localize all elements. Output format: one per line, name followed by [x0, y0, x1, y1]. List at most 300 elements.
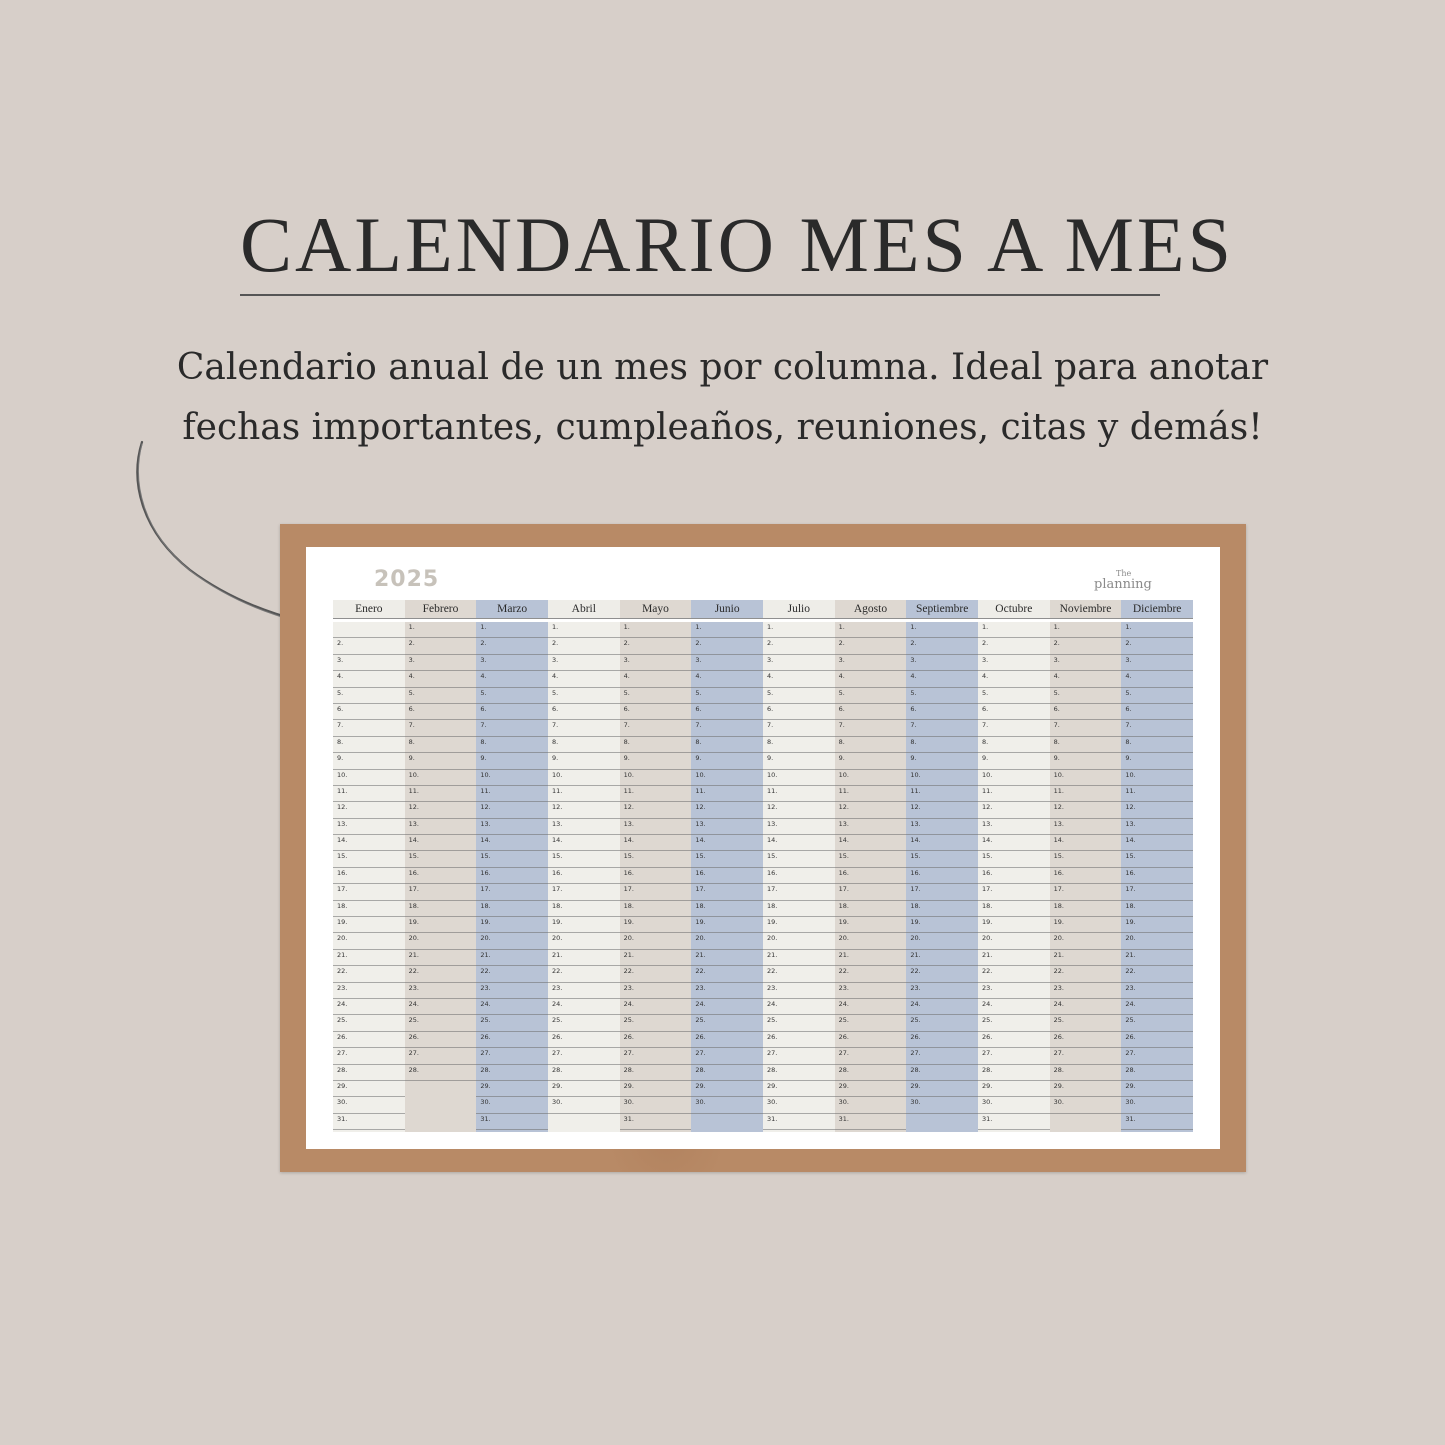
- day-cell: 23.: [906, 983, 978, 999]
- day-cell: 9.: [1050, 753, 1122, 769]
- day-cell: 19.: [835, 917, 907, 933]
- day-cell: 1.: [763, 622, 835, 638]
- day-cell: 20.: [978, 933, 1050, 949]
- day-cell: 18.: [763, 901, 835, 917]
- day-cell: 28.: [548, 1065, 620, 1081]
- day-cell: 8.: [620, 737, 692, 753]
- day-cell: 20.: [906, 933, 978, 949]
- day-cell: 7.: [548, 720, 620, 736]
- day-list: [333, 622, 405, 1132]
- day-cell: 17.: [978, 884, 1050, 900]
- day-cell: 19.: [333, 917, 405, 933]
- day-cell: 5.: [476, 688, 548, 704]
- day-cell: 22.: [548, 966, 620, 982]
- day-cell: 17.: [1121, 884, 1193, 900]
- month-header: Abril: [548, 600, 620, 619]
- day-cell: 18.: [548, 901, 620, 917]
- day-cell: 26.: [476, 1032, 548, 1048]
- day-cell: 4.: [1121, 671, 1193, 687]
- day-cell: 9.: [333, 753, 405, 769]
- day-cell: 28.: [405, 1065, 477, 1081]
- day-cell: 7.: [620, 720, 692, 736]
- day-cell: 22.: [835, 966, 907, 982]
- day-cell: 30.: [691, 1097, 763, 1113]
- month-header: Enero: [333, 600, 405, 619]
- day-cell: 11.: [978, 786, 1050, 802]
- day-cell: 29.: [1121, 1081, 1193, 1097]
- day-cell: 29.: [906, 1081, 978, 1097]
- day-cell: 22.: [906, 966, 978, 982]
- day-cell: 17.: [620, 884, 692, 900]
- day-cell: 11.: [405, 786, 477, 802]
- day-cell: 27.: [548, 1048, 620, 1064]
- month-header: Febrero: [405, 600, 477, 619]
- day-list: [476, 622, 548, 1132]
- day-cell: 14.: [1121, 835, 1193, 851]
- day-cell: 19.: [763, 917, 835, 933]
- day-cell: 15.: [548, 851, 620, 867]
- day-cell: 3.: [835, 655, 907, 671]
- day-cell: 25.: [405, 1015, 477, 1031]
- day-cell: 25.: [333, 1015, 405, 1031]
- day-cell: 1.: [405, 622, 477, 638]
- day-cell: 22.: [333, 966, 405, 982]
- day-cell: 30.: [333, 1097, 405, 1113]
- day-cell: 16.: [1050, 868, 1122, 884]
- day-cell: 15.: [333, 851, 405, 867]
- day-cell: 7.: [763, 720, 835, 736]
- day-cell: 6.: [333, 704, 405, 720]
- calendar-year: 2025: [374, 567, 440, 592]
- day-cell: 22.: [405, 966, 477, 982]
- day-cell: 25.: [978, 1015, 1050, 1031]
- day-cell: 5.: [835, 688, 907, 704]
- day-cell: 25.: [691, 1015, 763, 1031]
- day-cell: 21.: [978, 950, 1050, 966]
- day-cell: 14.: [548, 835, 620, 851]
- day-cell: 1.: [978, 622, 1050, 638]
- day-cell: 15.: [620, 851, 692, 867]
- day-cell: 6.: [620, 704, 692, 720]
- day-cell: 26.: [1121, 1032, 1193, 1048]
- day-cell: [691, 1114, 763, 1130]
- day-cell: 13.: [835, 819, 907, 835]
- day-cell: 21.: [1121, 950, 1193, 966]
- day-cell: 23.: [405, 983, 477, 999]
- day-cell: 23.: [978, 983, 1050, 999]
- day-cell: 24.: [835, 999, 907, 1015]
- day-cell: 7.: [1121, 720, 1193, 736]
- day-cell: 17.: [405, 884, 477, 900]
- day-cell: 18.: [906, 901, 978, 917]
- day-cell: 17.: [1050, 884, 1122, 900]
- day-cell: 6.: [548, 704, 620, 720]
- day-cell: 3.: [906, 655, 978, 671]
- day-cell: 13.: [1050, 819, 1122, 835]
- month-header: Mayo: [620, 600, 692, 619]
- day-cell: 21.: [405, 950, 477, 966]
- day-cell: 13.: [620, 819, 692, 835]
- day-cell: 4.: [691, 671, 763, 687]
- day-cell: 17.: [333, 884, 405, 900]
- day-cell: 6.: [906, 704, 978, 720]
- day-cell: 13.: [978, 819, 1050, 835]
- day-cell: 11.: [691, 786, 763, 802]
- day-cell: 4.: [978, 671, 1050, 687]
- day-cell: 12.: [1121, 802, 1193, 818]
- day-cell: 29.: [691, 1081, 763, 1097]
- month-header: Diciembre: [1121, 600, 1193, 619]
- day-cell: 23.: [835, 983, 907, 999]
- day-cell: 22.: [476, 966, 548, 982]
- day-list: [405, 622, 477, 1132]
- day-cell: 15.: [906, 851, 978, 867]
- day-cell: 13.: [548, 819, 620, 835]
- day-cell: 28.: [763, 1065, 835, 1081]
- day-cell: 9.: [835, 753, 907, 769]
- day-cell: 2.: [476, 638, 548, 654]
- month-header: Octubre: [978, 600, 1050, 619]
- day-cell: 10.: [333, 770, 405, 786]
- day-cell: 10.: [405, 770, 477, 786]
- day-cell: 11.: [548, 786, 620, 802]
- day-cell: 16.: [548, 868, 620, 884]
- day-cell: 12.: [548, 802, 620, 818]
- day-cell: 22.: [763, 966, 835, 982]
- day-cell: 2.: [906, 638, 978, 654]
- day-cell: 14.: [476, 835, 548, 851]
- day-cell: 11.: [835, 786, 907, 802]
- day-cell: 27.: [405, 1048, 477, 1064]
- day-cell: 24.: [906, 999, 978, 1015]
- day-cell: 29.: [763, 1081, 835, 1097]
- day-cell: 3.: [476, 655, 548, 671]
- day-cell: 19.: [1121, 917, 1193, 933]
- day-cell: 27.: [620, 1048, 692, 1064]
- day-cell: 29.: [333, 1081, 405, 1097]
- page-title: CALENDARIO MES A MES: [240, 201, 1234, 288]
- day-cell: 10.: [1121, 770, 1193, 786]
- day-cell: 4.: [548, 671, 620, 687]
- day-cell: 17.: [763, 884, 835, 900]
- day-cell: 2.: [691, 638, 763, 654]
- day-cell: 3.: [763, 655, 835, 671]
- month-column-febrero: [405, 600, 477, 1132]
- day-cell: 29.: [548, 1081, 620, 1097]
- day-cell: 28.: [835, 1065, 907, 1081]
- day-cell: 12.: [476, 802, 548, 818]
- day-cell: 14.: [333, 835, 405, 851]
- day-cell: 30.: [476, 1097, 548, 1113]
- day-cell: 12.: [763, 802, 835, 818]
- day-cell: 6.: [763, 704, 835, 720]
- description-line-1: Calendario anual de un mes por columna. Ideal para anotar: [176, 347, 1269, 388]
- day-cell: 23.: [691, 983, 763, 999]
- day-cell: 6.: [835, 704, 907, 720]
- day-cell: 18.: [1050, 901, 1122, 917]
- day-cell: 9.: [978, 753, 1050, 769]
- day-cell: 27.: [978, 1048, 1050, 1064]
- day-cell: 15.: [835, 851, 907, 867]
- day-cell: 7.: [691, 720, 763, 736]
- day-cell: 26.: [978, 1032, 1050, 1048]
- day-cell: 1.: [835, 622, 907, 638]
- day-cell: 24.: [1121, 999, 1193, 1015]
- day-cell: 23.: [620, 983, 692, 999]
- day-cell: 24.: [763, 999, 835, 1015]
- calendar-poster-frame: [280, 524, 1246, 1172]
- day-cell: 29.: [835, 1081, 907, 1097]
- day-cell: 20.: [405, 933, 477, 949]
- day-cell: 9.: [405, 753, 477, 769]
- day-cell: 7.: [906, 720, 978, 736]
- day-cell: 23.: [333, 983, 405, 999]
- day-cell: 21.: [333, 950, 405, 966]
- day-cell: 10.: [548, 770, 620, 786]
- day-cell: 8.: [1050, 737, 1122, 753]
- day-cell: 14.: [691, 835, 763, 851]
- brand-logo: [1076, 571, 1176, 595]
- day-cell: 25.: [1050, 1015, 1122, 1031]
- day-cell: 6.: [476, 704, 548, 720]
- day-cell: 3.: [691, 655, 763, 671]
- day-cell: 10.: [763, 770, 835, 786]
- day-cell: 1.: [620, 622, 692, 638]
- day-list: [906, 622, 978, 1132]
- day-cell: [405, 1114, 477, 1130]
- brand-logo-main: planning: [1094, 577, 1152, 592]
- day-cell: 31.: [763, 1114, 835, 1130]
- day-cell: 28.: [691, 1065, 763, 1081]
- day-cell: 8.: [405, 737, 477, 753]
- day-cell: 14.: [906, 835, 978, 851]
- day-cell: 3.: [1050, 655, 1122, 671]
- day-cell: 27.: [691, 1048, 763, 1064]
- day-cell: 25.: [548, 1015, 620, 1031]
- day-list: [691, 622, 763, 1132]
- day-cell: 24.: [405, 999, 477, 1015]
- day-cell: 21.: [691, 950, 763, 966]
- month-column-septiembre: [906, 600, 978, 1132]
- day-cell: 30.: [763, 1097, 835, 1113]
- day-cell: [1050, 1114, 1122, 1130]
- month-column-octubre: [978, 600, 1050, 1132]
- day-cell: 20.: [691, 933, 763, 949]
- day-cell: 19.: [620, 917, 692, 933]
- day-cell: 16.: [1121, 868, 1193, 884]
- day-cell: 26.: [333, 1032, 405, 1048]
- month-column-julio: [763, 600, 835, 1132]
- day-cell: 14.: [1050, 835, 1122, 851]
- day-cell: 18.: [333, 901, 405, 917]
- day-cell: 1.: [1121, 622, 1193, 638]
- day-cell: 27.: [476, 1048, 548, 1064]
- day-cell: 7.: [835, 720, 907, 736]
- month-column-enero: [333, 600, 405, 1132]
- day-cell: 3.: [978, 655, 1050, 671]
- day-cell: 22.: [1121, 966, 1193, 982]
- day-cell: 16.: [763, 868, 835, 884]
- day-cell: 16.: [906, 868, 978, 884]
- day-cell: 26.: [906, 1032, 978, 1048]
- day-cell: 30.: [1121, 1097, 1193, 1113]
- day-cell: 15.: [978, 851, 1050, 867]
- day-cell: 15.: [476, 851, 548, 867]
- day-cell: 23.: [548, 983, 620, 999]
- day-cell: 20.: [763, 933, 835, 949]
- day-cell: 15.: [1121, 851, 1193, 867]
- day-cell: 23.: [1121, 983, 1193, 999]
- day-cell: 4.: [405, 671, 477, 687]
- description-line-2: fechas importantes, cumpleaños, reuniones, citas y demás!: [182, 407, 1263, 448]
- day-cell: 2.: [1050, 638, 1122, 654]
- day-cell: 30.: [548, 1097, 620, 1113]
- day-cell: 31.: [1121, 1114, 1193, 1130]
- day-cell: 5.: [906, 688, 978, 704]
- day-cell: 6.: [1050, 704, 1122, 720]
- day-cell: 30.: [1050, 1097, 1122, 1113]
- day-cell: 19.: [978, 917, 1050, 933]
- day-cell: 31.: [620, 1114, 692, 1130]
- month-column-mayo: [620, 600, 692, 1132]
- day-cell: 17.: [548, 884, 620, 900]
- day-cell: 19.: [691, 917, 763, 933]
- day-cell: 31.: [333, 1114, 405, 1130]
- day-cell: 28.: [1050, 1065, 1122, 1081]
- day-cell: 16.: [620, 868, 692, 884]
- day-cell: 16.: [691, 868, 763, 884]
- day-cell: 13.: [906, 819, 978, 835]
- day-cell: 26.: [1050, 1032, 1122, 1048]
- day-cell: 21.: [763, 950, 835, 966]
- day-cell: 9.: [476, 753, 548, 769]
- day-cell: 8.: [906, 737, 978, 753]
- day-cell: 6.: [691, 704, 763, 720]
- day-cell: 31.: [476, 1114, 548, 1130]
- day-cell: 21.: [548, 950, 620, 966]
- day-cell: 16.: [333, 868, 405, 884]
- day-list: [763, 622, 835, 1132]
- day-cell: 3.: [620, 655, 692, 671]
- day-cell: 9.: [906, 753, 978, 769]
- day-list: [1121, 622, 1193, 1132]
- day-cell: 20.: [548, 933, 620, 949]
- day-cell: 3.: [1121, 655, 1193, 671]
- day-cell: 12.: [333, 802, 405, 818]
- day-cell: 16.: [835, 868, 907, 884]
- day-cell: 18.: [1121, 901, 1193, 917]
- day-cell: 4.: [476, 671, 548, 687]
- day-cell: 18.: [405, 901, 477, 917]
- day-cell: 7.: [333, 720, 405, 736]
- day-cell: 1.: [476, 622, 548, 638]
- month-column-marzo: [476, 600, 548, 1132]
- calendar-poster: [306, 547, 1220, 1149]
- day-cell: 13.: [691, 819, 763, 835]
- day-cell: 7.: [405, 720, 477, 736]
- brand-logo-top: The: [1116, 569, 1132, 578]
- day-cell: 24.: [333, 999, 405, 1015]
- day-cell: 16.: [476, 868, 548, 884]
- day-cell: 9.: [620, 753, 692, 769]
- day-cell: 10.: [978, 770, 1050, 786]
- day-cell: 25.: [620, 1015, 692, 1031]
- day-cell: 6.: [405, 704, 477, 720]
- day-cell: 18.: [978, 901, 1050, 917]
- day-cell: 13.: [476, 819, 548, 835]
- day-cell: 29.: [1050, 1081, 1122, 1097]
- month-column-agosto: [835, 600, 907, 1132]
- day-cell: 18.: [835, 901, 907, 917]
- day-cell: [405, 1097, 477, 1113]
- day-cell: 5.: [620, 688, 692, 704]
- month-header: Marzo: [476, 600, 548, 619]
- day-cell: 23.: [763, 983, 835, 999]
- day-cell: 28.: [978, 1065, 1050, 1081]
- day-cell: 21.: [620, 950, 692, 966]
- day-cell: 16.: [405, 868, 477, 884]
- day-cell: 14.: [763, 835, 835, 851]
- day-cell: 6.: [978, 704, 1050, 720]
- day-cell: 4.: [906, 671, 978, 687]
- day-cell: 11.: [1050, 786, 1122, 802]
- day-cell: 19.: [548, 917, 620, 933]
- day-cell: 27.: [1050, 1048, 1122, 1064]
- calendar-grid: [333, 600, 1193, 1132]
- day-cell: 5.: [405, 688, 477, 704]
- day-cell: 12.: [835, 802, 907, 818]
- day-cell: 30.: [620, 1097, 692, 1113]
- day-cell: 25.: [906, 1015, 978, 1031]
- day-cell: 12.: [906, 802, 978, 818]
- day-cell: 30.: [835, 1097, 907, 1113]
- day-cell: 4.: [763, 671, 835, 687]
- day-cell: 3.: [548, 655, 620, 671]
- day-cell: 22.: [620, 966, 692, 982]
- day-cell: 30.: [906, 1097, 978, 1113]
- day-cell: 8.: [691, 737, 763, 753]
- day-cell: 12.: [978, 802, 1050, 818]
- day-cell: 14.: [835, 835, 907, 851]
- month-header: Noviembre: [1050, 600, 1122, 619]
- day-cell: 1.: [1050, 622, 1122, 638]
- month-column-diciembre: [1121, 600, 1193, 1132]
- day-cell: 24.: [978, 999, 1050, 1015]
- day-cell: 21.: [835, 950, 907, 966]
- day-cell: 29.: [978, 1081, 1050, 1097]
- day-cell: 11.: [763, 786, 835, 802]
- day-cell: 26.: [835, 1032, 907, 1048]
- day-cell: 21.: [906, 950, 978, 966]
- month-header: Julio: [763, 600, 835, 619]
- day-cell: [548, 1114, 620, 1130]
- day-cell: 2.: [763, 638, 835, 654]
- day-cell: 5.: [1050, 688, 1122, 704]
- day-cell: 10.: [620, 770, 692, 786]
- day-cell: 27.: [333, 1048, 405, 1064]
- day-cell: 9.: [548, 753, 620, 769]
- day-cell: 11.: [620, 786, 692, 802]
- day-cell: 9.: [691, 753, 763, 769]
- day-cell: 8.: [835, 737, 907, 753]
- day-cell: 28.: [1121, 1065, 1193, 1081]
- day-cell: 30.: [978, 1097, 1050, 1113]
- day-cell: [333, 622, 405, 638]
- day-cell: 9.: [1121, 753, 1193, 769]
- day-cell: 15.: [405, 851, 477, 867]
- day-cell: 14.: [620, 835, 692, 851]
- day-cell: 10.: [476, 770, 548, 786]
